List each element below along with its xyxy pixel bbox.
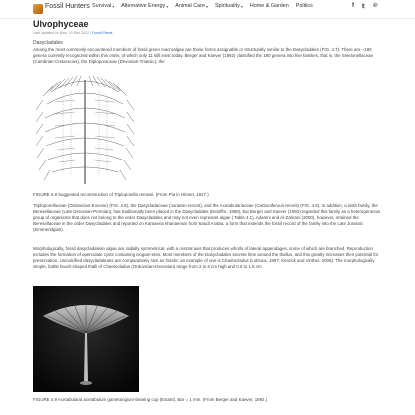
brand-name[interactable]: Fossil Hunters (45, 3, 90, 10)
site-logo[interactable] (33, 4, 43, 14)
menu-spirituality[interactable]: Spirituality ▾ (214, 3, 243, 9)
paragraph-1: Among the most commonly encountered members of fossil green macroalgae are those forms assignable or structurally similar to the Dasycladales (FIG. 4.7). There are ~180 genera currently recognized within this order, of which only 11 still exist today. Berger and Kaever (1992) classified the 180 genera into five families, that is, the Seletonellaceae (Cambrian-Cretaceous), the Diploporaceae (Devonian-Triassic), the (33, 47, 374, 65)
paragraph-2: Triploporellaceae (Ordovician-Eocene) (FIG. 4.8), the Dasycladaceae (Jurassic-recent), and the Acetabulariaceae (Carboniferous-recent) (FIG. 4.9). In addition, a sixth family, the Beresellaceae (Late Devonian-Permian), has traditionally been placed in the Dasycladales (Deloffre, 1988), but Berger and Kaever (1992) regarded this family as a heterogeneous group of organisms that does not belong to the order Dasycladales and may not even represent algae ( Table 4.1). Adamni and Al-Zahrani (2000), however, retained the Beresellaceae in the order Dasycladales and reported on Kamaena khanaensis from Saudi Arabia, a form that extends the fossil record of the family into the Late Jurassic (Kimmeridgian). (33, 203, 381, 233)
last-updated: Last updated on Mon, 19 Dec 2022 | (33, 31, 92, 35)
figure-4-9-photo (33, 286, 139, 392)
paragraph-3: Morphologically, fossil dasycladalean algae are radially symmetrical, with a central axis that produces whorls of lateral appendages, some of which are branched. Reproduction includes the formation of operculate cysts containing isogam-etes. Most members of the Dasycladales secrete lime around the thallus, and this greatly increases their potential for preservation. Unicalcified dasycladaleans are comparatively rare as fossils; an example of one is Chaetocladus (LoDuca, 1997; Kenrick and Vinther, 2006). The morphologically simple, bottle brush-shaped thalli of Chaetocladus (Ordovician-Devonian) range from 2 to 6 cm high and 0.5 to 1.5 cm (33, 246, 379, 270)
chevron-down-icon: ▾ (240, 3, 243, 9)
article-meta (33, 31, 112, 35)
top-navbar (0, 0, 415, 19)
facebook-icon[interactable]: f (352, 3, 354, 9)
figure-4-8-illustration (33, 72, 138, 187)
menu-politics[interactable]: Politics (295, 3, 313, 9)
figure-4-9-caption: FIGURE 4.9 Acetabularia acetabulum gametangium-bearing cup (Extant). Bar = 1 mm. (From Berger and Kaever, 1992.) (33, 397, 268, 402)
chevron-down-icon: ▾ (205, 3, 208, 9)
pinterest-icon[interactable]: ℗ (373, 3, 378, 9)
section-heading: Dasycladales (33, 40, 63, 46)
menu-survival[interactable]: Survival ▾ (92, 3, 115, 9)
chevron-down-icon: ▾ (112, 3, 115, 9)
figure-4-8-caption: FIGURE 4.8 Suggested reconstruction of Triploporella remesii. (From Pia in Hirmer, 1927.) (33, 192, 209, 197)
chevron-down-icon: ▾ (166, 3, 169, 9)
author-link[interactable]: Fossil Plants (92, 31, 113, 35)
twitter-icon[interactable]: 𝕥 (362, 4, 365, 10)
menu-home-garden[interactable]: Home & Garden (249, 3, 289, 9)
menu-animal-care[interactable]: Animal Care ▾ (175, 3, 208, 9)
page-title: Ulvophyceae (33, 19, 89, 29)
main-menu (92, 3, 313, 9)
menu-alternative-energy[interactable]: Alternative Energy ▾ (121, 3, 169, 9)
